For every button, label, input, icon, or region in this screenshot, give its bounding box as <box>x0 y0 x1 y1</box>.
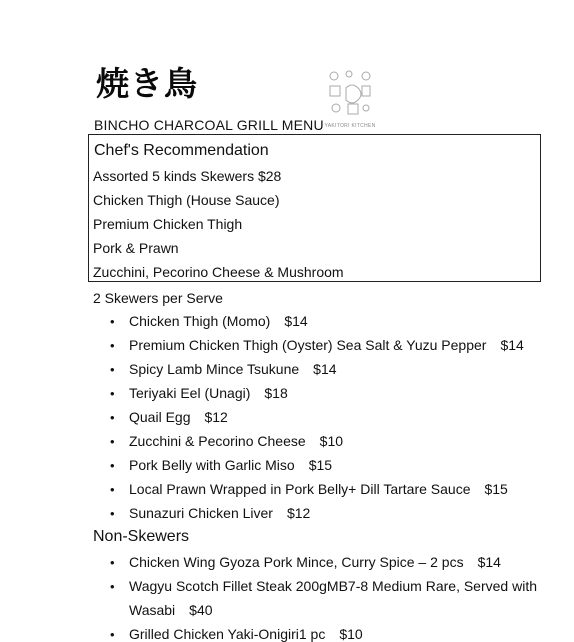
item-price: $12 <box>286 505 311 521</box>
recommendation-item: Pork & Prawn <box>93 240 179 256</box>
bullet-icon: • <box>110 482 115 497</box>
item-name-continued: Wasabi <box>129 602 176 618</box>
item-price: $40 <box>189 602 213 618</box>
item-name: Zucchini & Pecorino Cheese <box>129 433 306 449</box>
menu-item <box>129 337 524 353</box>
bullet-icon: • <box>110 627 115 642</box>
bullet-icon: • <box>110 338 115 353</box>
menu-item <box>129 433 343 449</box>
bullet-icon: • <box>110 410 115 425</box>
item-name: Chicken Wing Gyoza Pork Mince, Curry Spice – 2 pcs <box>129 554 464 570</box>
bullet-icon: • <box>110 555 115 570</box>
chefs-recommendation-box <box>88 134 541 282</box>
menu-item <box>129 481 508 497</box>
bullet-icon: • <box>110 434 115 449</box>
recommendation-item: Zucchini, Pecorino Cheese & Mushroom <box>93 264 344 280</box>
menu-subtitle: BINCHO CHARCOAL GRILL MENU <box>94 117 324 133</box>
menu-item <box>129 385 288 401</box>
menu-item <box>129 554 501 570</box>
item-name: Sunazuri Chicken Liver <box>129 505 273 521</box>
item-price: $15 <box>308 457 333 473</box>
item-name: Wagyu Scotch Fillet Steak 200gMB7-8 Medium Rare, Served with <box>129 578 537 594</box>
item-name: Premium Chicken Thigh (Oyster) Sea Salt & Yuzu Pepper <box>129 337 487 353</box>
menu-item-continuation <box>129 602 213 618</box>
bullet-icon: • <box>110 458 115 473</box>
menu-item <box>129 578 537 594</box>
recommendation-item: Chicken Thigh (House Sauce) <box>93 192 280 208</box>
menu-title-japanese: 焼き鳥 <box>96 64 198 103</box>
menu-item <box>129 361 337 377</box>
item-price: $14 <box>477 554 501 570</box>
item-name: Chicken Thigh (Momo) <box>129 313 271 329</box>
bullet-icon: • <box>110 579 115 594</box>
item-price: $15 <box>484 481 508 497</box>
bullet-icon: • <box>110 386 115 401</box>
menu-item <box>129 313 308 329</box>
item-name: Grilled Chicken Yaki-Onigiri1 pc <box>129 626 326 642</box>
recommendation-item: Assorted 5 kinds Skewers $28 <box>93 168 282 184</box>
item-name: Pork Belly with Garlic Miso <box>129 457 295 473</box>
item-name: Quail Egg <box>129 409 191 425</box>
item-name: Spicy Lamb Mince Tsukune <box>129 361 300 377</box>
bullet-icon: • <box>110 506 115 521</box>
chefs-recommendation-heading: Chef's Recommendation <box>94 142 269 159</box>
item-price: $10 <box>339 626 363 642</box>
restaurant-logo <box>322 68 378 132</box>
item-price: $14 <box>284 313 308 329</box>
logo-caption: YAKITORI KITCHEN <box>324 123 376 129</box>
menu-item <box>129 409 228 425</box>
logo-emblem-icon <box>322 68 378 122</box>
item-price: $18 <box>264 385 288 401</box>
item-price: $10 <box>319 433 344 449</box>
bullet-icon: • <box>110 314 115 329</box>
item-price: $12 <box>204 409 228 425</box>
recommendation-item: Premium Chicken Thigh <box>93 216 243 232</box>
item-name: Local Prawn Wrapped in Pork Belly+ Dill Tartare Sauce <box>129 481 471 497</box>
menu-item <box>129 505 310 521</box>
item-name: Teriyaki Eel (Unagi) <box>129 385 251 401</box>
bullet-icon: • <box>110 362 115 377</box>
item-price: $14 <box>313 361 337 377</box>
item-price: $14 <box>500 337 524 353</box>
skewers-serving-note: 2 Skewers per Serve <box>93 290 223 306</box>
menu-item <box>129 457 332 473</box>
non-skewers-heading: Non-Skewers <box>93 528 190 545</box>
